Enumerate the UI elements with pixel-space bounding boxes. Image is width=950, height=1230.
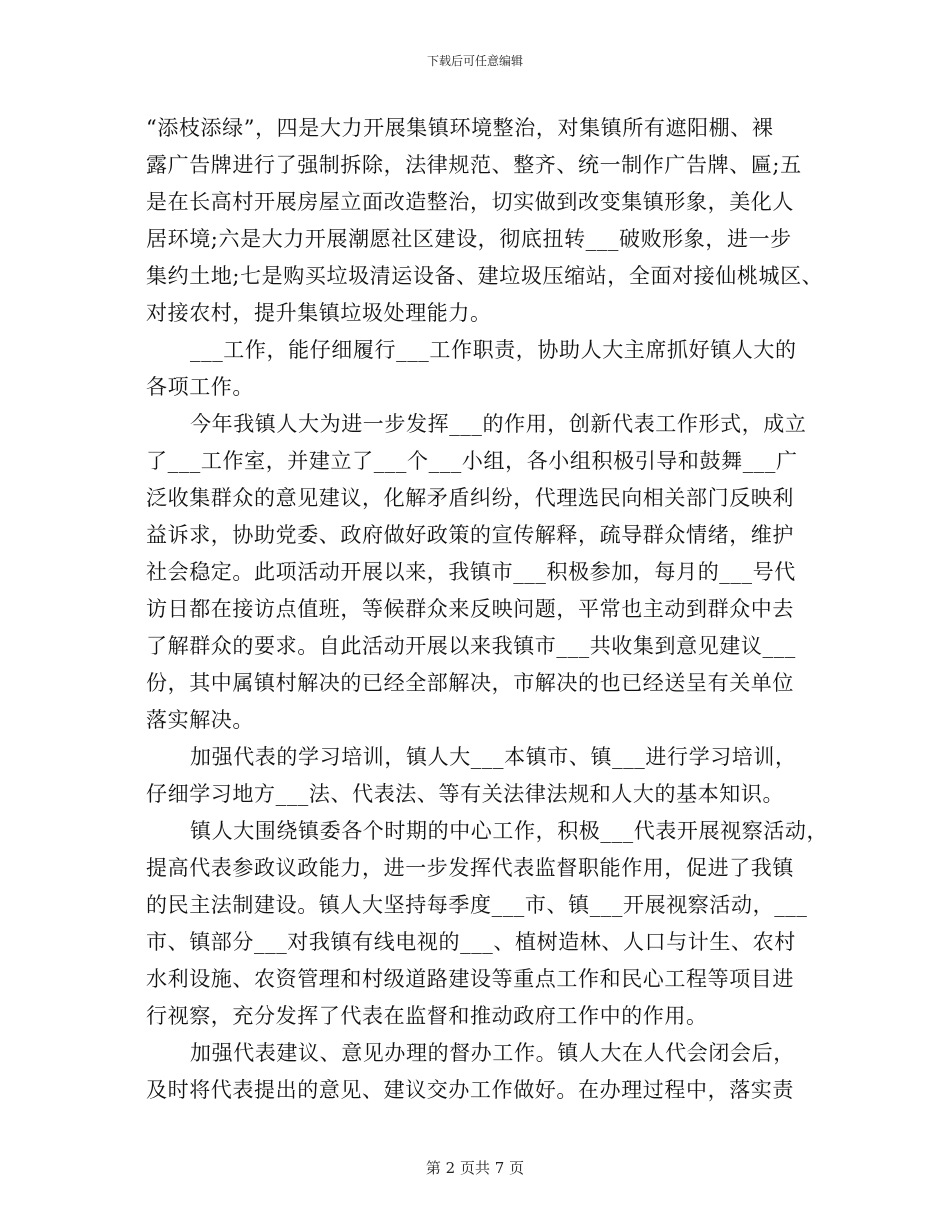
text-line: 及时将代表提出的意见、建议交办工作做好。在办理过程中，落实责 — [146, 1078, 794, 1102]
text-line: “添枝添绿”，四是大力开展集镇环境整治，对集镇所有遮阳棚、裸 — [146, 116, 774, 140]
text-line: 的民主法制建设。镇人大坚持每季度___市、镇___开展视察活动，___ — [146, 893, 808, 917]
text-line: 今年我镇人大为进一步发挥___的作用，创新代表工作形式，成立 — [190, 412, 807, 436]
text-line: 社会稳定。此项活动开展以来，我镇市___积极参加，每月的___号代 — [146, 560, 796, 584]
text-line: 各项工作。 — [146, 375, 254, 399]
text-line: 行视察，充分发挥了代表在监督和推动政府工作中的作用。 — [146, 1004, 708, 1028]
document-body — [146, 110, 836, 1109]
text-line: 份，其中属镇村解决的已经全部解决，市解决的也已经送呈有关单位 — [146, 671, 794, 695]
text-line: 了___工作室，并建立了___个___小组，各小组积极引导和鼓舞___广 — [146, 449, 798, 473]
text-line: 加强代表建议、意见办理的督办工作。镇人大在人代会闭会后， — [190, 1041, 795, 1065]
text-line: 了解群众的要求。自此活动开展以来我镇市___共收集到意见建议___ — [146, 634, 796, 658]
text-line: 市、镇部分___对我镇有线电视的___、植树造林、人口与计生、农村 — [146, 930, 796, 954]
page-footer: 第 2 页共 7 页 — [425, 1159, 525, 1177]
text-line: 益诉求，协助党委、政府做好政策的宣传解释，疏导群众情绪，维护 — [146, 523, 794, 547]
text-line: 访日都在接访点值班，等候群众来反映问题，平常也主动到群众中去 — [146, 597, 794, 621]
text-line: 落实解决。 — [146, 708, 254, 732]
page-header: 下载后可任意编辑 — [426, 54, 523, 68]
text-line: 仔细学习地方___法、代表法、等有关法律法规和人大的基本知识。 — [146, 782, 785, 806]
text-line: ___工作，能仔细履行___工作职责，协助人大主席抓好镇人大的 — [190, 338, 797, 362]
text-line: 对接农村，提升集镇垃圾处理能力。 — [146, 301, 492, 325]
text-line: 加强代表的学习培训，镇人大___本镇市、镇___进行学习培训， — [190, 745, 797, 769]
text-line: 露广告牌进行了强制拆除，法律规范、整齐、统一制作广告牌、匾;五 — [146, 153, 802, 177]
text-line: 居环境;六是大力开展潮愿社区建设，彻底扭转___破败形象，进一步 — [146, 227, 792, 251]
text-line: 集约土地;七是购买垃圾清运设备、建垃圾压缩站，全面对接仙桃城区、 — [146, 264, 824, 288]
text-line: 水利设施、农资管理和村级道路建设等重点工作和民心工程等项目进 — [146, 967, 794, 991]
text-line: 镇人大围绕镇委各个时期的中心工作，积极___代表开展视察活动， — [190, 819, 829, 843]
text-line: 提高代表参政议政能力，进一步发挥代表监督职能作用，促进了我镇 — [146, 856, 794, 880]
text-line: 泛收集群众的意见建议，化解矛盾纠纷，代理选民向相关部门反映利 — [146, 486, 794, 510]
text-line: 是在长高村开展房屋立面改造整治，切实做到改变集镇形象，美化人 — [146, 190, 794, 214]
